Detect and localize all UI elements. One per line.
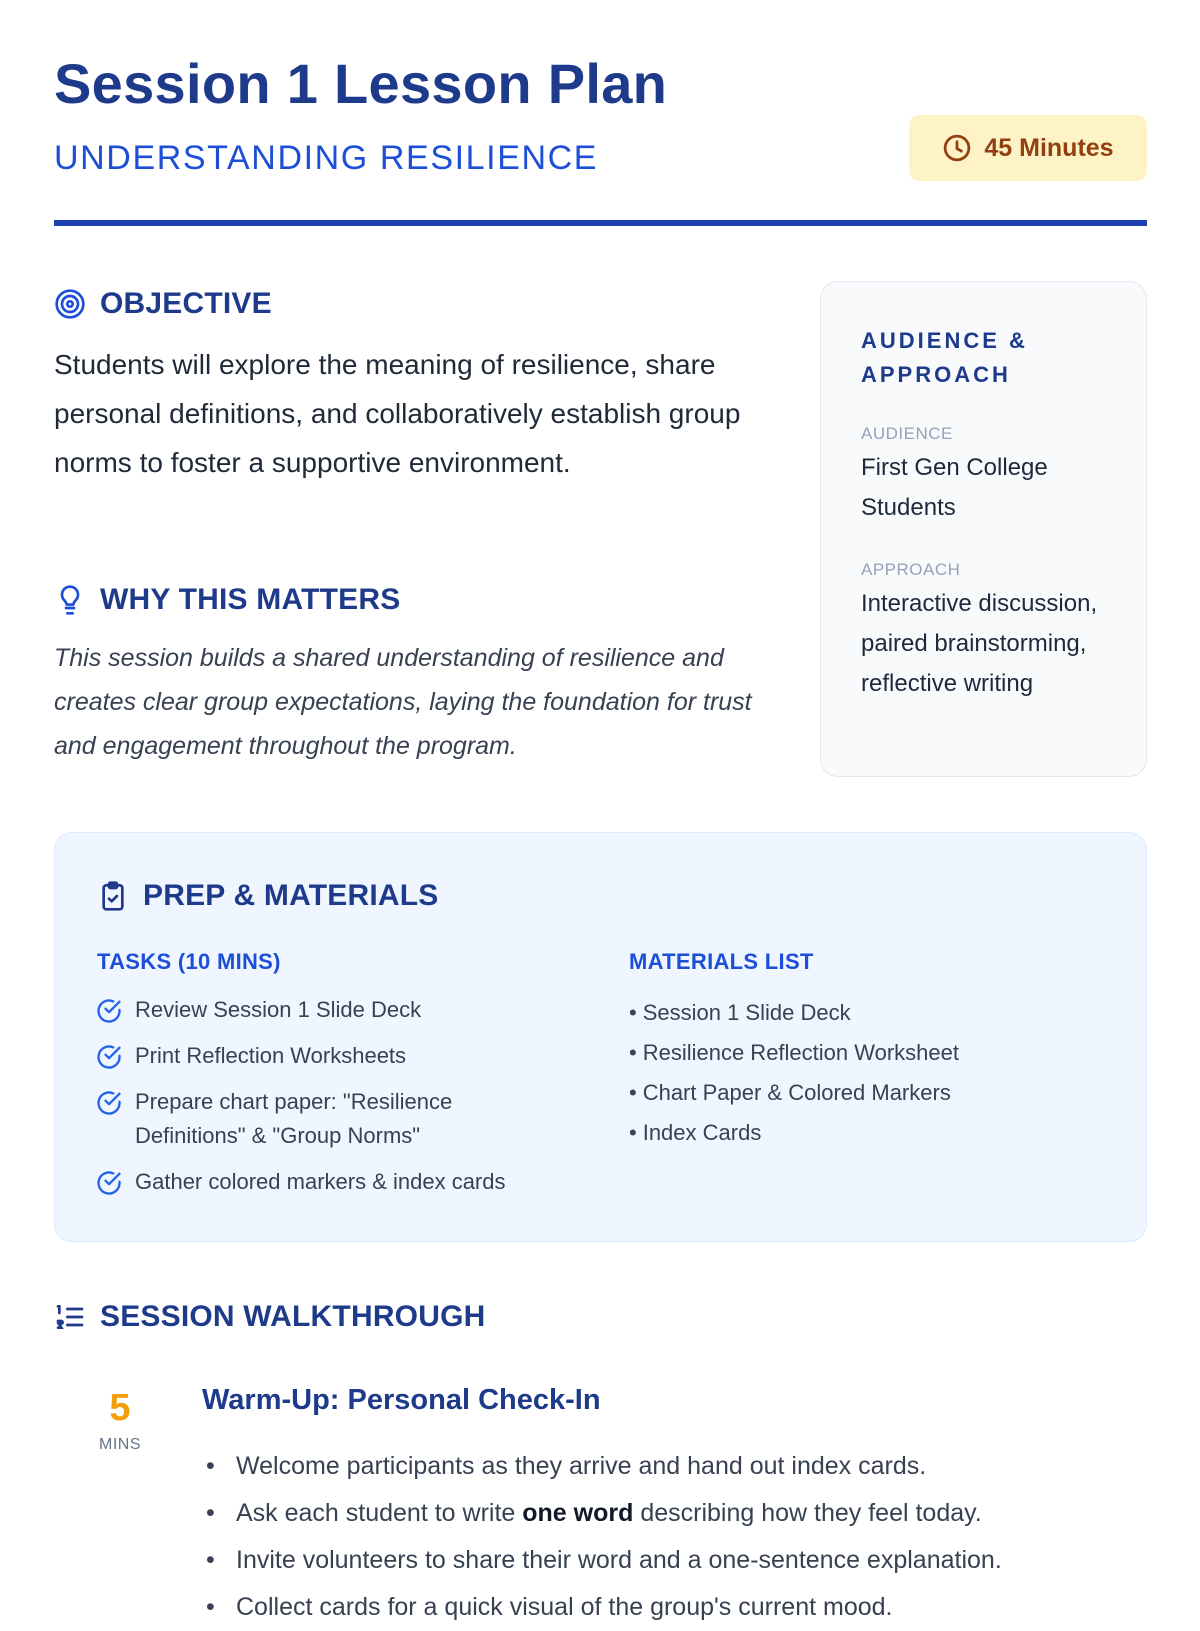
step-bullet: [206, 1584, 1126, 1631]
numbered-list-icon: [54, 1301, 86, 1333]
objective-heading: [54, 287, 272, 321]
step-bullet: [206, 1443, 1126, 1490]
task-text: Print Reflection Worksheets: [135, 1043, 407, 1068]
lightbulb-icon: [54, 584, 86, 616]
task-text: Gather colored markers & index cards: [135, 1169, 506, 1194]
clipboard-check-icon: [97, 880, 129, 912]
walkthrough-heading-label: SESSION WALKTHROUGH: [100, 1300, 486, 1333]
objective-heading-label: OBJECTIVE: [100, 287, 272, 320]
bullet-text-pre: Ask each student to write: [236, 1499, 523, 1527]
check-circle-icon: [95, 1169, 123, 1197]
tasks-title: TASKS (10 MINS): [97, 949, 281, 974]
bullet-text-emphasis: one word: [522, 1499, 634, 1527]
walkthrough-heading: [54, 1300, 485, 1334]
material-text: Chart Paper & Colored Markers: [642, 1080, 951, 1105]
bullet-icon: •: [629, 1040, 637, 1065]
check-circle-icon: [95, 1089, 123, 1117]
step-bullet: [206, 1537, 1126, 1584]
objective-text: Students will explore the meaning of resilience, share personal definitions, and collaboratively establish group norms to foster a supportive environment.: [54, 349, 741, 478]
bullet-icon: •: [206, 1546, 215, 1574]
duration-label: 45 Minutes: [984, 133, 1114, 162]
check-circle-icon: [95, 1043, 123, 1071]
target-icon: [54, 288, 86, 320]
task-item: [95, 993, 565, 1027]
material-text: Session 1 Slide Deck: [642, 1000, 851, 1025]
audience-approach-card: [820, 281, 1147, 777]
header-divider: [54, 220, 1147, 226]
materials-title: MATERIALS LIST: [629, 949, 814, 974]
bullet-text-post: describing how they feel today.: [633, 1499, 982, 1527]
bullet-icon: •: [206, 1452, 215, 1480]
bullet-icon: •: [629, 1000, 637, 1025]
task-item: [95, 1085, 565, 1153]
audience-value: First Gen College Students: [861, 454, 1048, 521]
bullet-icon: •: [206, 1499, 215, 1527]
prep-heading-label: PREP & MATERIALS: [143, 879, 439, 912]
page-header: [54, 50, 1147, 228]
step-bullet-text: Invite volunteers to share their word and a one-sentence explanation.: [236, 1546, 1002, 1574]
bullet-icon: •: [629, 1080, 637, 1105]
page-title: Session 1 Lesson Plan: [54, 52, 668, 115]
approach-value: Interactive discussion, paired brainstorming, reflective writing: [861, 590, 1098, 697]
task-text: Review Session 1 Slide Deck: [135, 997, 422, 1022]
why-text: This session builds a shared understanding of resilience and creates clear group expectations, laying the foundation for trust and engagement throughout the program.: [54, 644, 752, 760]
approach-label: APPROACH: [861, 560, 961, 579]
material-text: Index Cards: [642, 1120, 762, 1145]
why-heading: [54, 583, 400, 617]
why-heading-label: WHY THIS MATTERS: [100, 583, 401, 616]
check-circle-icon: [95, 997, 123, 1025]
step-bullet-text: Welcome participants as they arrive and hand out index cards.: [236, 1452, 927, 1480]
bullet-icon: •: [629, 1120, 637, 1145]
bullet-icon: •: [206, 1593, 215, 1621]
step-minutes-unit: MINS: [99, 1436, 141, 1453]
step-bullet: [206, 1490, 1126, 1537]
step-title: Warm-Up: Personal Check-In: [202, 1384, 601, 1416]
clock-icon: [942, 133, 972, 163]
audience-card-title: AUDIENCE & APPROACH: [861, 328, 1028, 387]
task-item: [95, 1165, 565, 1199]
task-text: Prepare chart paper: "Resilience Definitions" & "Group Norms": [135, 1089, 453, 1148]
prep-materials-card: [54, 832, 1147, 1242]
step-bullets: [206, 1443, 1126, 1631]
step-minutes: 5: [109, 1387, 131, 1429]
task-list: [95, 993, 565, 1211]
materials-list: [629, 993, 959, 1153]
step-bullet-text: Collect cards for a quick visual of the group's current mood.: [236, 1593, 893, 1621]
material-text: Resilience Reflection Worksheet: [642, 1040, 959, 1065]
page-subtitle: UNDERSTANDING RESILIENCE: [54, 139, 599, 177]
step-bullet-text: [236, 1490, 982, 1537]
material-item: [629, 1113, 959, 1153]
material-item: [629, 1073, 959, 1113]
material-item: [629, 993, 959, 1033]
task-item: [95, 1039, 565, 1073]
duration-badge: [909, 115, 1147, 181]
prep-heading: [97, 879, 438, 913]
audience-label: AUDIENCE: [861, 424, 953, 443]
material-item: [629, 1033, 959, 1073]
